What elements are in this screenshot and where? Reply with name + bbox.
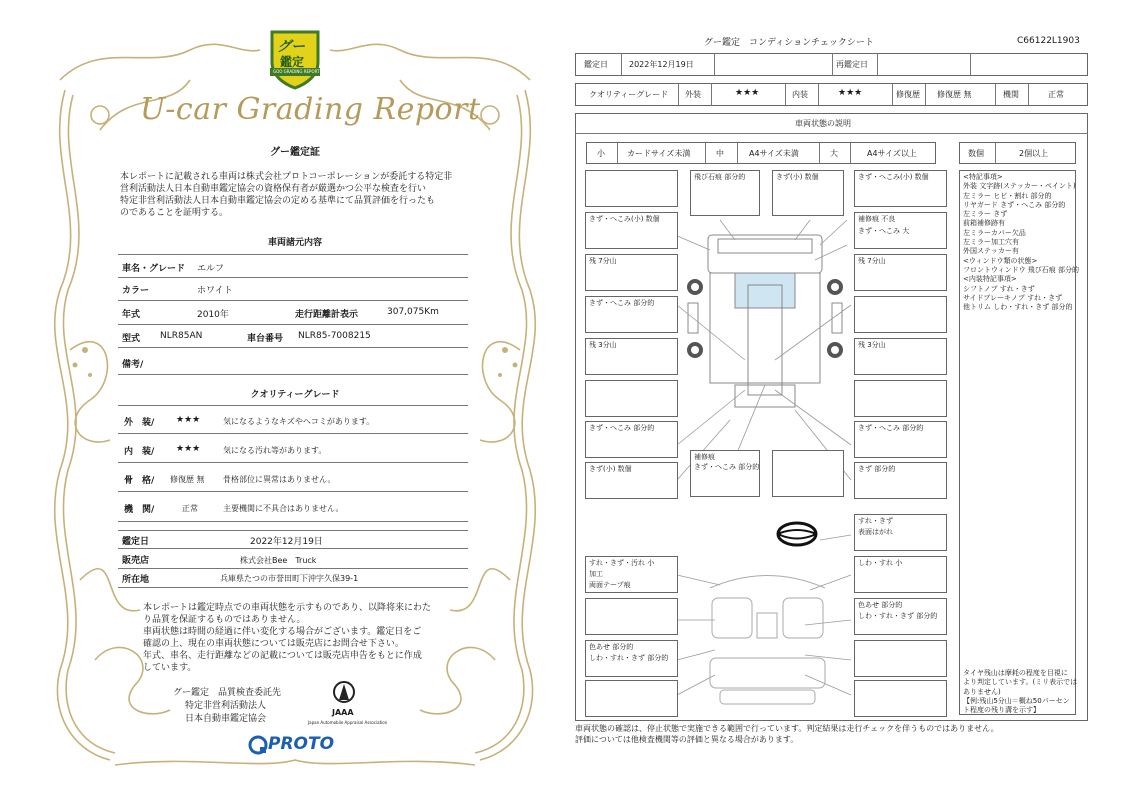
spec-year-label: 年式	[122, 310, 141, 320]
document-id: C66122L1903	[1017, 36, 1080, 46]
cert-date-value: 2022年12月19日	[250, 537, 323, 547]
quality-row: 外 装/ ★★★ 気になるようなキズやヘコミがあります。	[118, 405, 468, 434]
report-script-title: U-car Grading Report	[140, 92, 481, 127]
spec-chassis-label: 車台番号	[247, 334, 284, 344]
count-value: 2個以上	[1019, 149, 1049, 158]
quality-row: 機 関/ 正常 主要機関に不具合はありません。	[118, 492, 468, 522]
repair-value: 修復歴 無	[937, 90, 972, 99]
interior-label: 内装	[792, 90, 808, 99]
exterior-label: 外装	[685, 90, 701, 99]
badge-ribbon-text: GOO GRADING REPORT	[273, 69, 320, 74]
interior-box	[854, 680, 947, 717]
quality-row: 骨 格/ 修復歴 無 骨格部位に異常はありません。	[118, 463, 468, 492]
intro-line: のであることを証明する。	[120, 208, 229, 218]
cabin-interior-diagram	[700, 568, 835, 713]
section-title: 車両状態の説明	[795, 119, 851, 128]
spec-year-value: 2010年	[197, 310, 229, 320]
spec-mileage-label: 走行距離計表示	[295, 310, 359, 320]
intro-line: 営利活動法人日本自動車鑑定協会の資格保有者が厳選かつ公平な検査を行い	[120, 184, 427, 194]
spec-model-value: NLR85AN	[160, 331, 203, 341]
damage-box	[585, 170, 678, 207]
grading-certificate: グー 鑑定 GOO GRADING REPORT U-car Grading Report グー鑑定証 本レポートに記載される車両は株式会社プロトコーポレーションが委託する特定非 営利活動法人日本自動車鑑定協会の資格保有者が厳選かつ公平な検査を行い 特定非営利活動法人日本自動車鑑定協会の定める基準にて品質評価を行ったも のであることを証明する。 車両諸元内容 車名・グレード エルフ カラー ホワイト 年式 2010年 走行距離計表示 307,075Km 型式 NLR85AN 車台番号 NLR85-7008215 備考/ クオリティーグレード 外 装/ ★★★ 気になるようなキズやヘコミがあります。 内 装/ ★★★ 気になる汚れ等があります。 骨 格/ 修復歴 無 骨格部位に異常はありません。 機 関/ 正常 主要機関に不具合はありません。 鑑定日 2022年12月19日 販売店 株式会社Bee Truck 所在地 兵庫県たつの市誉田町下沖字久保39-1 本レポートは鑑定時点での車両状態を示すものであり、以降将来にわた り品質を保証するものではありません。 車両状態は時間の経過に伴い変化する場合がございます。鑑定日をご 確認の上、現在の車両状態については販売店にお問合せ下さい。 年式、車名、走行距離などの記載については販売店申告をもとに作成 しています。 グー鑑定 品質検査委託先 特定非営利活動法人 日本自動車鑑定協会 JAAA Japan Automobile Appraisal Association PROTO	[40, 20, 550, 782]
notes-box: <特記事項> 外装 文字跡(ステッカー・ペイント) 左ミラー ヒビ・割れ 部分的 リヤガード きず・へこみ 部分的 左ミラー きず 前箱補修跡有 左ミラーカバー欠品 左ミラー加工穴有 外国ステッカー有 <ウィンドウ類の状態> フロントウィンドウ 飛び石痕 部分的 <内装特記事項> シフトノブ すれ・きず サイドブレーキノブ すれ・きず 他トリム しわ・すれ・きず 部分的 タイヤ残山は摩耗の程度を目視に より判定しています。(ミリ表示では ありません) 【例:残山5分山＝概ね50パーセン ト程度の残り溝を示す】	[959, 170, 1076, 715]
damage-box	[854, 296, 947, 333]
damage-box: きず(小) 数個	[772, 170, 844, 216]
cert-store-value: 株式会社Bee Truck	[240, 556, 317, 565]
spec-name-label: 車名・グレード	[122, 264, 186, 274]
damage-box	[585, 380, 678, 417]
jaaa-logo: JAAA Japan Automobile Appraisal Association	[316, 680, 376, 730]
spec-remarks-label: 備考/	[122, 360, 144, 370]
damage-box: 飛び石痕 部分的	[690, 170, 760, 216]
damage-box: きず(小) 数個	[585, 462, 678, 499]
date-value: 2022年12月19日	[629, 60, 694, 69]
interior-box: 色あせ 部分的 しわ・すれ・きず 部分的	[854, 598, 947, 635]
repair-label: 修復歴	[896, 90, 920, 99]
exterior-value: ★★★	[735, 88, 760, 98]
certificate-title: グー鑑定証	[270, 147, 320, 158]
count-label: 数個	[968, 149, 984, 158]
condition-check-sheet: グー鑑定 コンディションチェックシート C66122L1903 鑑定日 2022年12月19日 再鑑定日 クオリティーグレード 外装 ★★★ 内装 ★★★ 修復歴 修復歴 無 機関 正常 車両状態の説明 小 カードサイズ未満 中 A4サイズ未満 大 A4サイズ以上 数個 2個以上 <特記事項> 外装 文字跡(ステッカー・ペイント) 左ミラー ヒビ・割れ 部分的 リヤガード きず・へこみ 部分的 左ミラー きず 前箱補修跡有 左ミラーカバー欠品 左ミラー加工穴有 外国ステッカー有 <ウィンドウ類の状態> フロントウィンドウ 飛び石痕 部分的 <内装特記事項> シフトノブ すれ・きず サイドブレーキノブ すれ・きず 他トリム しわ・すれ・きず 部分的 タイヤ残山は摩耗の程度を目視に より判定しています。(ミリ表示では ありません) 【例:残山5分山＝概ね50パーセン ト程度の残り溝を示す】 きず・へこみ(小) 数個 残 7分山 きず・へこみ 部分的 残 3分山 きず・へこみ 部分的 きず(小) 数個 飛び石痕 部分的 きず(小) 数個 補修痕 きず・へこみ 部分的 きず・へこみ(小) 数個 補修痕 不良 きず・へこみ 大 残 7分山 残 3分山 きず・へこみ 部分的 きず 部分的 すれ・きず 表面はがれ すれ・きず・汚れ 小 加工 両面テープ痕 しわ・すれ 小 色あせ 部分的 しわ・すれ・きず 部分的 色あせ 部分的 しわ・すれ・きず 部分的 車両状態の確認は、停止状態で実施できる範囲で行っています。判定結果は走行チェックを伴うものではありません。 評価については他検査機関等の評価と異なる場合があります。	[0, 0, 1123, 794]
spec-mileage-value: 307,075Km	[387, 307, 439, 317]
interior-box	[585, 680, 678, 717]
damage-box: きず 部分的	[854, 462, 947, 499]
spec-color-value: ホワイト	[197, 286, 233, 296]
damage-box	[772, 450, 844, 497]
interior-value: ★★★	[838, 88, 863, 98]
tire-note: タイヤ残山は摩耗の程度を目視に	[963, 669, 1068, 677]
interior-box	[585, 598, 678, 635]
quality-label: クオリティーグレード	[589, 90, 669, 99]
interior-box: 色あせ 部分的 しわ・すれ・きず 部分的	[585, 640, 678, 677]
damage-box: きず・へこみ(小) 数個	[585, 212, 678, 249]
date-label: 鑑定日	[584, 60, 608, 69]
tire-box: 残 3分山	[585, 338, 678, 375]
engine-label: 機関	[1003, 90, 1019, 99]
badge-bottom-text: 鑑定	[280, 55, 305, 69]
interior-box: しわ・すれ 小	[854, 556, 947, 593]
engine-value: 正常	[1048, 90, 1064, 99]
quality-row: 内 装/ ★★★ 気になる汚れ等があります。	[118, 434, 468, 463]
interior-box: すれ・きず・汚れ 小 加工 両面テープ痕	[585, 556, 678, 593]
proto-logo: PROTO	[248, 733, 348, 759]
tire-box: 残 7分山	[585, 254, 678, 291]
spec-section-title: 車両諸元内容	[267, 238, 322, 248]
intro-line: 本レポートに記載される車両は株式会社プロトコーポレーションが委託する特定非	[120, 172, 453, 182]
footer-line: 特定非営利活動法人	[185, 701, 267, 711]
sheet-title: グー鑑定 コンディションチェックシート	[704, 38, 874, 48]
footer-line: グー鑑定 品質検査委託先	[173, 688, 282, 698]
footer-line: 日本自動車鑑定協会	[185, 714, 267, 724]
spec-model-label: 型式	[122, 334, 141, 344]
sheet-footer-line: 評価については他検査機関等の評価と異なる場合があります。	[575, 735, 799, 744]
cert-address-label: 所在地	[122, 575, 150, 585]
damage-box: きず・へこみ 部分的	[585, 421, 678, 458]
quality-section-title: クオリティーグレード	[250, 390, 340, 400]
cert-date-label: 鑑定日	[122, 537, 150, 547]
spec-chassis-value: NLR85-7008215	[298, 331, 371, 341]
cert-address-value: 兵庫県たつの市誉田町下沖字久保39-1	[220, 574, 359, 583]
intro-line: 特定非営利活動法人日本自動車鑑定協会の定める基準にて品質評価を行ったも	[120, 196, 436, 206]
badge-top-text: グー	[277, 39, 305, 55]
damage-box: きず・へこみ 部分的	[854, 421, 947, 458]
tire-box: 残 3分山	[854, 338, 947, 375]
interior-box	[854, 640, 947, 677]
spec-name-value: エルフ	[197, 264, 225, 274]
damage-box: 補修痕 きず・へこみ 部分的	[690, 450, 760, 497]
reinspect-label: 再鑑定日	[836, 60, 868, 69]
damage-box: 補修痕 不良 きず・へこみ 大	[854, 212, 947, 249]
damage-box: きず・へこみ 部分的	[585, 296, 678, 333]
interior-box: すれ・きず 表面はがれ	[854, 514, 947, 551]
cert-store-label: 販売店	[122, 556, 150, 566]
tire-box: 残 7分山	[854, 254, 947, 291]
spec-color-label: カラー	[122, 286, 150, 296]
damage-box	[854, 380, 947, 417]
sheet-footer-line: 車両状態の確認は、停止状態で実施できる範囲で行っています。判定結果は走行チェックを伴うものではありません。	[575, 724, 999, 733]
damage-box: きず・へこみ(小) 数個	[854, 170, 947, 207]
steering-wheel-icon	[776, 520, 818, 548]
